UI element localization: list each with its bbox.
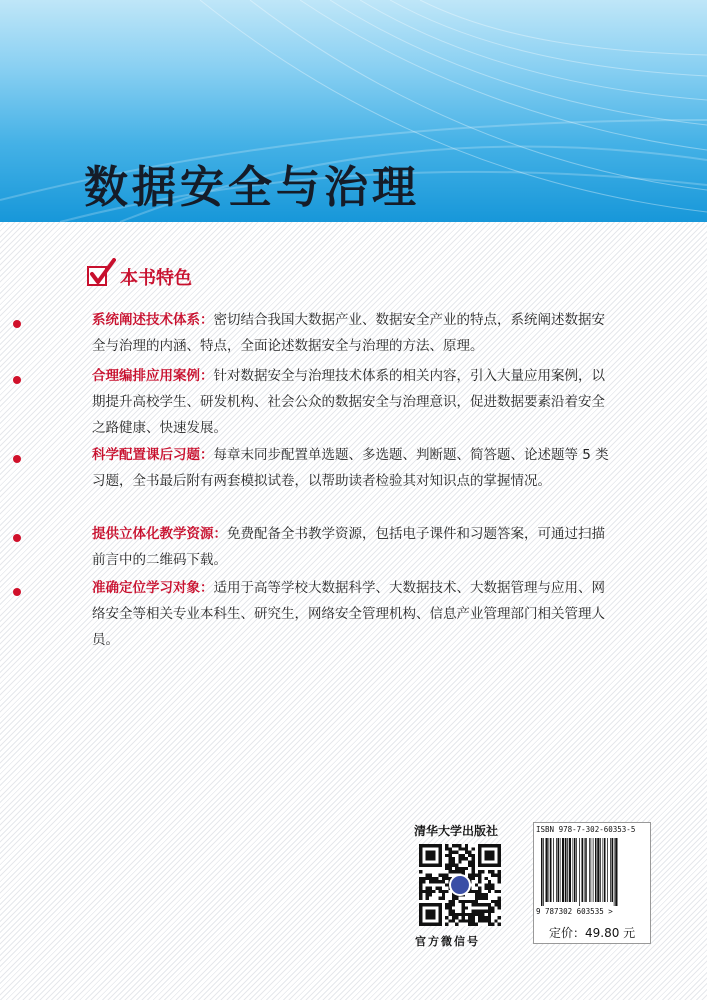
feature-item-3 — [92, 442, 612, 494]
feature-label: 科学配置课后习题： — [92, 447, 214, 463]
bullet-icon — [13, 455, 21, 463]
feature-text: 针对数据安全与治理技术体系的相关内容，引入大量应用案例，以期提升高校学生、研发机构、社会公众的数据安全与治理意识，促进数据要素沿着安全之路健康、快速发展。 — [92, 368, 605, 436]
isbn-text: ISBN 978-7-302-60353-5 — [536, 825, 636, 834]
feature-text: 每章末同步配置单选题、多选题、判断题、简答题、论述题等 5 类习题，全书最后附有两套模拟试卷，以帮助读者检验其对知识点的掌握情况。 — [92, 447, 609, 489]
barcode-icon — [541, 838, 643, 906]
feature-item-4 — [92, 521, 612, 573]
feature-label: 准确定位学习对象： — [92, 580, 214, 596]
feature-label: 系统阐述技术体系： — [92, 312, 214, 328]
feature-item-5 — [92, 575, 612, 653]
bullet-icon — [13, 376, 21, 384]
feature-item-1 — [92, 307, 612, 359]
feature-label: 合理编排应用案例： — [92, 368, 214, 384]
feature-text: 适用于高等学校大数据科学、大数据技术、大数据管理与应用、网络安全等相关专业本科生、研究生，网络安全管理机构、信息产业管理部门相关管理人员。 — [92, 580, 605, 648]
barcode-digits: 9 787302 603535 > — [536, 907, 613, 916]
feature-item-2 — [92, 363, 612, 441]
check-box-icon — [86, 258, 116, 288]
price-label: 定价：49.80 元 — [549, 926, 636, 940]
feature-text: 免费配备全书教学资源，包括电子课件和习题答案，可通过扫描前言中的二维码下载。 — [92, 526, 605, 568]
bullet-icon — [13, 588, 21, 596]
book-title: 数据安全与治理 — [84, 162, 420, 213]
qr-caption: 官方微信号 — [415, 935, 480, 948]
features-heading-text: 本书特色 — [120, 268, 192, 289]
publisher-logo-icon — [449, 874, 471, 896]
bullet-icon — [13, 534, 21, 542]
publisher-name: 清华大学出版社 — [414, 824, 499, 838]
feature-text: 密切结合我国大数据产业、数据安全产业的特点，系统阐述数据安全与治理的内涵、特点，全面论述数据安全与治理的方法、原理。 — [92, 312, 605, 354]
bullet-icon — [13, 320, 21, 328]
feature-label: 提供立体化教学资源： — [92, 526, 227, 542]
